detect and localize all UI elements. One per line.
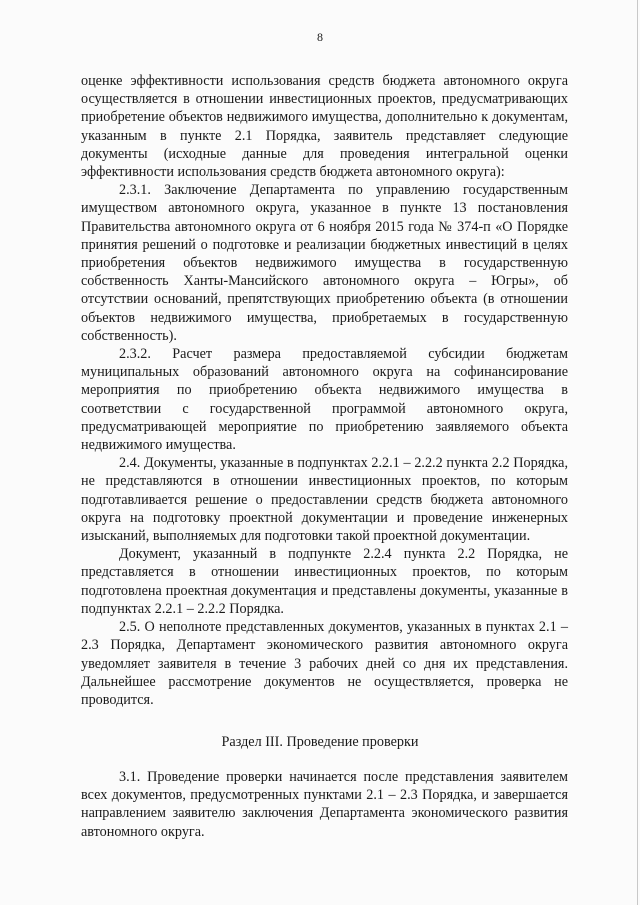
paragraph-2-5: 2.5. О неполноте представленных документов, указанных в пунктах 2.1 – 2.3 Порядка, Департамент экономического развития автономного округа уведомляет заявителя в течение 3 рабочих дней со дня их представления. Дальнейшее рассмотрение документов не осуществляется, проверка не проводится. <box>81 619 568 708</box>
section-body <box>81 768 568 841</box>
section-heading: Раздел III. Проведение проверки <box>221 734 419 750</box>
scan-edge-line <box>637 0 638 905</box>
paragraph-2-4-note: Документ, указанный в подпункте 2.2.4 пункта 2.2 Порядка, не представляется в отношении инвестиционных проектов, по которым подготовлена проектная документация и представлены документы, указанные в подпунктах 2.2.1 – 2.2.2 Порядка. <box>81 546 568 617</box>
paragraph-3-1: 3.1. Проведение проверки начинается после представления заявителем всех документов, предусмотренных пунктами 2.1 – 2.3 Порядка, и завершается направлением заявителю заключения Департамента экономического развития автономного округа. <box>81 769 568 840</box>
page-number: 8 <box>317 30 323 44</box>
paragraph-2-3-2: 2.3.2. Расчет размера предоставляемой субсидии бюджетам муниципальных образований автономного округа на софинансирование мероприятия по приобретению объекта недвижимого имущества в соответствии с государственной программой автономного округа, предусматривающей мероприятие по приобретению заявляемого объекта недвижимого имущества. <box>81 346 568 454</box>
paragraph-2-4: 2.4. Документы, указанные в подпунктах 2.2.1 – 2.2.2 пункта 2.2 Порядка, не представляются в отношении инвестиционных проектов, по которым подготавливается решение о предоставлении средств бюджета автономного округа на подготовку проектной документации и проведение инженерных изысканий, выполняемых для подготовки такой проектной документации. <box>81 455 568 545</box>
paragraph-2-3-1: 2.3.1. Заключение Департамента по управлению государственным имуществом автономного округа, указанное в пункте 13 постановления Правительства автономного округа от 6 ноября 2015 года № 374-п «О Порядке принятия решений о подготовке и реализации бюджетных инвестиций в целях приобретения объектов недвижимого имущества в государственную собственность Ханты-Мансийского автономного округа – Югры», об отсутствии оснований, препятствующих приобретению объекта (в отношении объектов недвижимого имущества, приобретаемых в государственную собственность). <box>81 182 568 344</box>
paragraph-continuation: оценке эффективности использования средств бюджета автономного округа осуществляется в отношении инвестиционных проектов, предусматривающих приобретение объектов недвижимого имущества, дополнительно к документам, указанным в пункте 2.1 Порядка, заявитель представляет следующие документы (исходные данные для проведения интегральной оценки эффективности использования средств бюджета автономного округа): <box>81 73 568 181</box>
document-body <box>81 72 568 709</box>
